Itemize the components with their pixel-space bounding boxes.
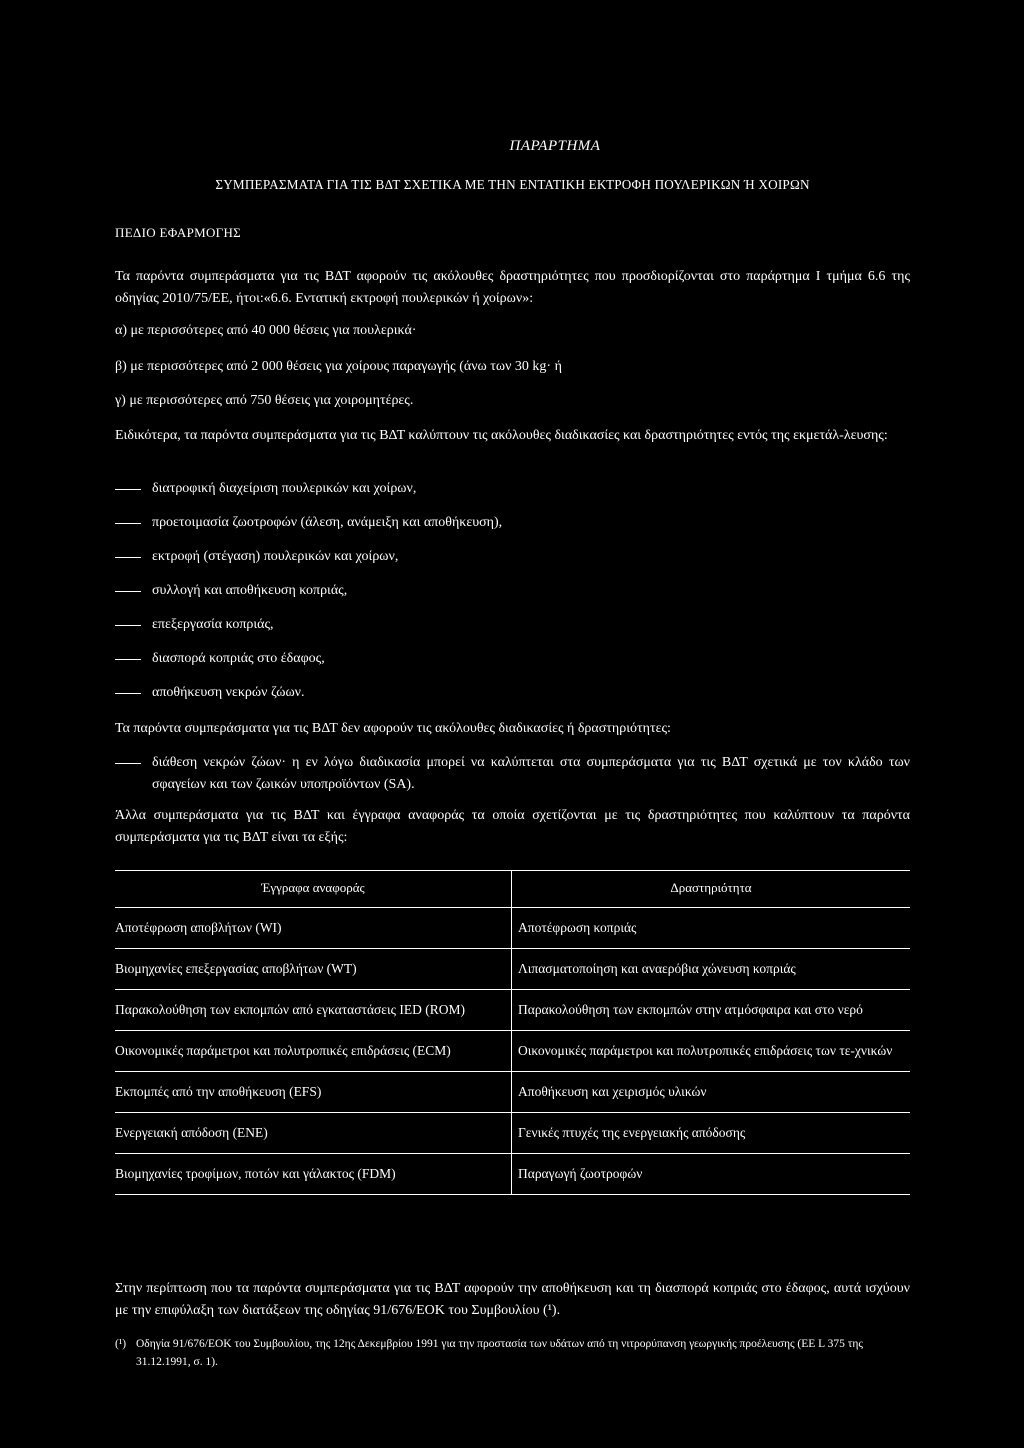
covered-activity-text: διατροφική διαχείριση πουλερικών και χοίρων,: [152, 481, 417, 496]
column-header-activity: Δραστηριότητα: [512, 871, 911, 908]
covered-activity-text: διασπορά κοπριάς στο έδαφος,: [152, 651, 325, 666]
reference-cell: Οικονομικές παράμετροι και πολυτροπικές επιδράσεις (ECM): [115, 1031, 512, 1072]
activity-cell: Παρακολούθηση των εκπομπών στην ατμόσφαιρα και στο νερό: [512, 990, 911, 1031]
reference-documents-table: [115, 870, 910, 1195]
footnote-text: Οδηγία 91/676/ΕΟΚ του Συμβουλίου, της 12ης Δεκεμβρίου 1991 για την προστασία των υδάτων από τη νιτρορύπανση γεωργικής προέλευσης (ΕΕ L 375 της 31.12.1991, σ. 1).: [136, 1338, 863, 1368]
not-covered-paragraph: Τα παρόντα συμπεράσματα για τις ΒΔΤ δεν αφορούν τις ακόλουθες διαδικασίες ή δραστηριότητες:: [115, 721, 671, 736]
table-row: [115, 1154, 910, 1195]
dash-marker: [115, 523, 141, 524]
table-row: [115, 990, 910, 1031]
covered-activity-text: προετοιμασία ζωοτροφών (άλεση, ανάμειξη και αποθήκευση),: [152, 515, 503, 530]
table-row: [115, 1072, 910, 1113]
activity-cell: Αποτέφρωση κοπριάς: [512, 908, 911, 949]
scope-item-b: β) με περισσότερες από 2 000 θέσεις για χοίρους παραγωγής (άνω των 30 kg· ή: [115, 359, 562, 374]
covered-activity-text: εκτροφή (στέγαση) πουλερικών και χοίρων,: [152, 549, 399, 564]
table-row: [115, 1113, 910, 1154]
dash-marker: [115, 591, 141, 592]
closing-paragraph-text: Στην περίπτωση που τα παρόντα συμπεράσματα για τις ΒΔΤ αφορούν την αποθήκευση και τη διασπορά κοπριάς στο έδαφος, αυτά ισχύουν με την επιφύλαξη των διατάξεων της οδηγίας 91/676/ΕΟΚ του Συμβουλίου: [115, 1281, 910, 1318]
footnote-mark: (¹): [115, 1338, 127, 1350]
scope-item-a: α) με περισσότερες από 40 000 θέσεις για πουλερικά·: [115, 323, 417, 338]
specific-paragraph: Ειδικότερα, τα παρόντα συμπεράσματα για τις ΒΔΤ καλύπτουν τις ακόλουθες διαδικασίες και δραστηριότητες εντός της εκμετάλ-λευσης:: [115, 428, 888, 443]
annex-title: ΠΑΡΑΡΤΗΜΑ: [509, 138, 601, 154]
table-row: [115, 908, 910, 949]
reference-cell: Εκπομπές από την αποθήκευση (EFS): [115, 1072, 512, 1113]
reference-cell: Ενεργειακή απόδοση (ENE): [115, 1113, 512, 1154]
scope-heading: ΠΕΔΙΟ ΕΦΑΡΜΟΓΗΣ: [115, 225, 242, 240]
activity-cell: Οικονομικές παράμετροι και πολυτροπικές επιδράσεις των τε-χνικών: [512, 1031, 911, 1072]
dash-marker: [115, 659, 141, 660]
dash-marker: [115, 693, 141, 694]
main-title: ΣΥΜΠΕΡΑΣΜΑΤΑ ΓΙΑ ΤΙΣ ΒΔΤ ΣΧΕΤΙΚΑ ΜΕ ΤΗΝ ΕΝΤΑΤΙΚΗ ΕΚΤΡΟΦΗ ΠΟΥΛΕΡΙΚΩΝ Ή ΧΟΙΡΩΝ: [215, 177, 810, 192]
activity-cell: Παραγωγή ζωοτροφών: [512, 1154, 911, 1195]
other-conclusions-paragraph: Άλλα συμπεράσματα για τις ΒΔΤ και έγγραφα αναφοράς τα οποία σχετίζονται με τις δραστηριότητες που καλύπτουν τα παρόντα συμπεράσματα για τις ΒΔΤ είναι τα εξής:: [115, 808, 910, 845]
table-row: [115, 949, 910, 990]
footnote-reference[interactable]: (¹).: [543, 1303, 561, 1318]
reference-cell: Αποτέφρωση αποβλήτων (WI): [115, 908, 512, 949]
reference-cell: Βιομηχανίες τροφίμων, ποτών και γάλακτος (FDM): [115, 1154, 512, 1195]
activity-cell: Αποθήκευση και χειρισμός υλικών: [512, 1072, 911, 1113]
reference-cell: Βιομηχανίες επεξεργασίας αποβλήτων (WT): [115, 949, 512, 990]
activity-cell: Γενικές πτυχές της ενεργειακής απόδοσης: [512, 1113, 911, 1154]
intro-paragraph: Τα παρόντα συμπεράσματα για τις ΒΔΤ αφορούν τις ακόλουθες δραστηριότητες που προσδιορίζονται στο παράρτημα I τμήμα 6.6 της οδηγίας 2010/75/ΕΕ, ήτοι:«6.6. Εντατική εκτροφή πουλερικών ή χοίρων»:: [115, 269, 910, 306]
covered-activity-text: αποθήκευση νεκρών ζώων.: [152, 685, 305, 700]
dash-marker: [115, 557, 141, 558]
activity-cell: Λιπασματοποίηση και αναερόβια χώνευση κοπριάς: [512, 949, 911, 990]
dash-marker: [115, 763, 141, 764]
covered-activity-text: επεξεργασία κοπριάς,: [152, 617, 274, 632]
table-header-row: [115, 871, 910, 908]
column-header-reference: Έγγραφα αναφοράς: [115, 871, 512, 908]
covered-activity-text: συλλογή και αποθήκευση κοπριάς,: [152, 583, 348, 598]
not-covered-item-text: διάθεση νεκρών ζώων· η εν λόγω διαδικασία μπορεί να καλύπτεται στα συμπεράσματα για τις ΒΔΤ σχετικά με τον κλάδο των σφαγείων και των ζωικών υποπροϊόντων (SA).: [152, 755, 910, 792]
reference-cell: Παρακολούθηση των εκπομπών από εγκαταστάσεις IED (ROM): [115, 990, 512, 1031]
dash-marker: [115, 489, 141, 490]
dash-marker: [115, 625, 141, 626]
table-row: [115, 1031, 910, 1072]
scope-item-c: γ) με περισσότερες από 750 θέσεις για χοιρομητέρες.: [115, 393, 414, 408]
closing-paragraph: [115, 1278, 910, 1322]
